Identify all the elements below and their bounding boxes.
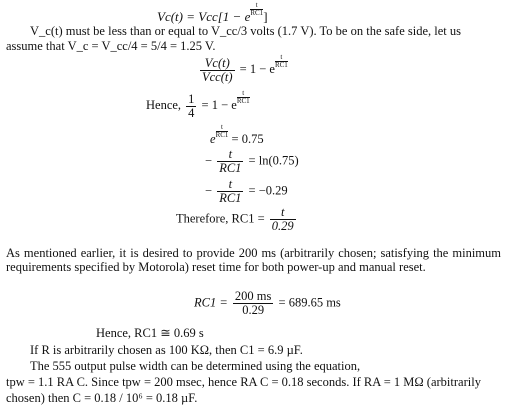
line-text: tpw = 1.1 RA C. Since tpw = 200 msec, hence RA C = 0.18 seconds. If RA = 1 MΩ (arbitrarily	[6, 375, 481, 389]
fraction	[217, 148, 243, 175]
fraction	[217, 178, 243, 205]
exponent	[216, 124, 229, 139]
exp-num: t	[237, 90, 250, 98]
equation-top-main: Vc(t) = Vcc[1 − e	[157, 9, 251, 24]
line-tpw-2	[6, 391, 197, 406]
equation-ln	[205, 148, 299, 175]
frac-num: 1	[188, 91, 195, 106]
exp-den: RC1	[236, 97, 250, 105]
paragraph-assumption	[6, 24, 501, 38]
frac-num: 200 ms	[234, 289, 272, 303]
paragraph-text: As mentioned earlier, it is desired to provide 200 ms (arbitrarily chosen; satisfying the minimum requirements specified by Motorola) reset time for both power-up and manual reset.	[6, 246, 501, 274]
equation-rc-value	[194, 290, 341, 317]
line-text: If R is arbitrarily chosen as 100 KΩ, then C1 = 6.9 µF.	[30, 343, 303, 357]
frac-den: 4	[188, 105, 195, 120]
equation-value	[205, 178, 288, 205]
fraction	[186, 93, 196, 120]
exp-num: t	[250, 2, 263, 10]
fraction	[233, 290, 273, 317]
exp-num: t	[275, 54, 288, 62]
equation-therefore	[176, 206, 298, 233]
fraction	[270, 206, 296, 233]
frac-num: t	[270, 206, 296, 220]
frac-den: 0.29	[242, 303, 265, 317]
hence-rc-text: Hence, RC1 ≅ 0.69 s	[96, 326, 204, 340]
frac-den: RC1	[219, 191, 242, 205]
exp-den: RC1	[215, 131, 229, 139]
equation-rhs: = ln(0.75)	[248, 153, 299, 168]
paragraph-line: assume that V_c = V_cc/4 = 5/4 = 1.25 V.	[6, 39, 216, 53]
frac-den: Vcc(t)	[202, 69, 233, 84]
exponent	[237, 90, 250, 105]
equation-top	[157, 2, 268, 25]
equation-rhs: = 0.75	[231, 132, 264, 146]
therefore-label: Therefore, RC1 =	[176, 211, 265, 226]
equation-rhs: = 1 − e	[239, 62, 275, 76]
line-r-choice	[30, 343, 303, 358]
paragraph-reset-time	[6, 246, 501, 274]
exponent	[275, 54, 288, 69]
equation-top-exponent	[250, 2, 263, 17]
equation-ratio	[198, 54, 288, 84]
frac-num: t	[217, 148, 243, 162]
equation-top-close: ]	[263, 9, 268, 24]
equation-lhs: e	[210, 132, 216, 146]
equation-rhs: = 1 − e	[201, 98, 237, 112]
line-text: chosen) then C = 0.18 / 10⁶ = 0.18 µF.	[6, 391, 198, 405]
frac-num: Vc(t)	[200, 57, 235, 71]
line-text: The 555 output pulse width can be determined using the equation,	[30, 359, 361, 373]
frac-den: RC1	[219, 161, 242, 175]
line-tpw-1	[6, 375, 481, 390]
paragraph-line: V_c(t) must be less than or equal to V_cc/3 volts (1.7 V). To be on the safe side, let us	[30, 24, 461, 38]
exp-num: t	[216, 124, 229, 132]
hence-rc-line	[96, 325, 204, 341]
equation-exp	[210, 124, 264, 147]
fraction	[200, 57, 235, 84]
line-555	[30, 359, 360, 374]
equation-rhs: = 689.65 ms	[278, 295, 341, 310]
exp-den: RC1	[250, 9, 264, 17]
equation-lhs: RC1 =	[194, 295, 228, 310]
hence-label: Hence,	[146, 98, 182, 112]
paragraph-assumption-line2	[6, 39, 501, 53]
equation-hence	[146, 90, 250, 120]
minus-sign: −	[205, 153, 213, 168]
minus-sign: −	[205, 183, 213, 198]
frac-num: t	[217, 178, 243, 192]
equation-rhs: = −0.29	[248, 183, 288, 198]
exp-den: RC1	[274, 61, 288, 69]
frac-den: 0.29	[271, 219, 294, 233]
